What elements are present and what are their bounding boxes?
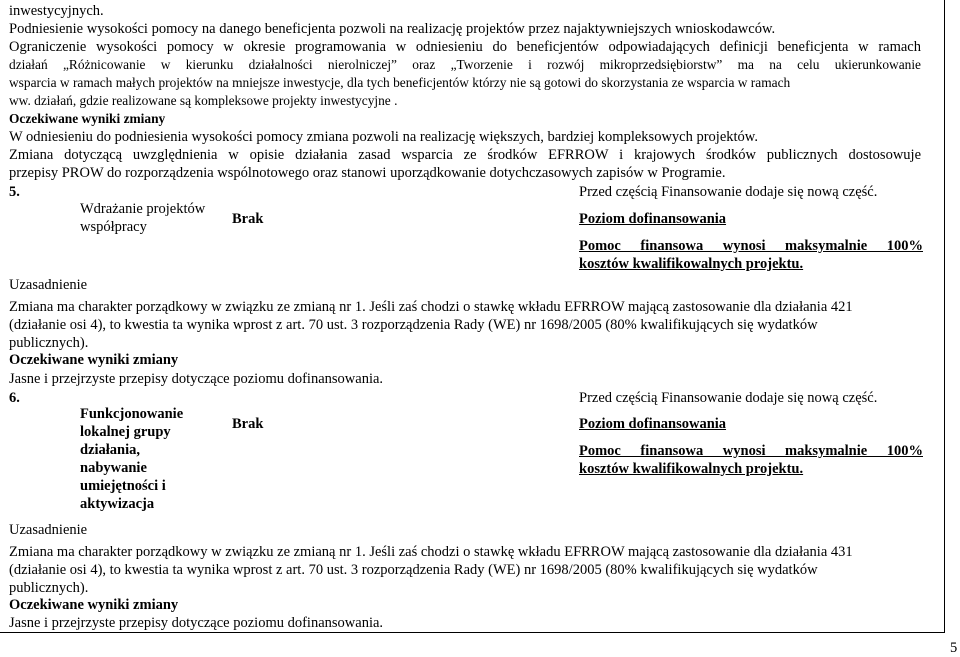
item5-justification-line-3: publicznych). xyxy=(9,335,89,351)
intro-line-7: W odniesieniu do podniesienia wysokości pomocy zmiana pozwoli na realizację większych, bardziej kompleksowych projektów. xyxy=(9,129,758,145)
item6-title-line-4: nabywanie xyxy=(80,460,147,476)
item5-number: 5. xyxy=(9,184,20,200)
item6-number: 6. xyxy=(9,390,20,406)
item6-change-line-1: Pomoc finansowa wynosi maksymalnie 100% xyxy=(579,443,923,459)
intro-line-2: Podniesienie wysokości pomocy na danego beneficjenta pozwoli na realizację projektów przez najaktywniejszych wnioskodawców. xyxy=(9,21,776,37)
item6-change-heading: Poziom dofinansowania xyxy=(579,416,727,432)
item5-justification-heading: Uzasadnienie xyxy=(9,277,88,293)
intro-line-8: Zmiana dotyczącą uwzględnienia w opisie działania zasad wsparcia ze środków EFRROW i krajowych środków publicznych dostosowuje xyxy=(9,147,921,163)
intro-line-3: Ograniczenie wysokości pomocy w okresie programowania w odniesieniu do beneficjentów odpowiadających definicji beneficjenta w ramach xyxy=(9,39,921,55)
intro-line-6: ww. działań, gdzie realizowane są kompleksowe projekty inwestycyjne . xyxy=(9,93,398,108)
item5-results-heading: Oczekiwane wyniki zmiany xyxy=(9,352,179,368)
intro-line-1: inwestycyjnych. xyxy=(9,3,104,19)
item5-change-intro: Przed częścią Finansowanie dodaje się nową część. xyxy=(579,184,878,200)
item5-justification-line-1: Zmiana ma charakter porządkowy w związku ze zmianą nr 1. Jeśli zaś chodzi o stawkę wkładu EFRROW mającą zastosowanie dla działania 421 xyxy=(9,299,853,315)
intro-line-4: działań „Różnicowanie w kierunku działalności nierolniczej” oraz „Tworzenie i rozwój mikroprzedsiębiorstw” ma na celu ukierunkowanie xyxy=(9,57,921,72)
item5-title-line-2: współpracy xyxy=(80,219,147,235)
item5-results-text: Jasne i przejrzyste przepisy dotyczące poziomu dofinansowania. xyxy=(9,371,384,387)
item6-results-text: Jasne i przejrzyste przepisy dotyczące poziomu dofinansowania. xyxy=(9,615,384,631)
item6-current-text: Brak xyxy=(232,416,264,432)
item5-current-text: Brak xyxy=(232,211,264,227)
item6-change-intro: Przed częścią Finansowanie dodaje się nową część. xyxy=(579,390,878,406)
item5-change-heading: Poziom dofinansowania xyxy=(579,211,727,227)
item5-justification-line-2: (działanie osi 4), to kwestia ta wynika wprost z art. 70 ust. 3 rozporządzenia Rady (WE) nr 1698/2005 (80% kwalifikujących się wydatków xyxy=(9,317,818,333)
item6-title-line-6: aktywizacja xyxy=(80,496,155,512)
item6-justification-heading: Uzasadnienie xyxy=(9,522,88,538)
item6-justification-line-2: (działanie osi 4), to kwestia ta wynika wprost z art. 70 ust. 3 rozporządzenia Rady (WE) nr 1698/2005 (80% kwalifikujących się wydatków xyxy=(9,562,818,578)
item6-change-line-2: kosztów kwalifikowalnych projektu. xyxy=(579,461,804,477)
intro-line-5: wsparcia w ramach małych projektów na mniejsze inwestycje, dla tych beneficjentów którzy nie są gotowi do skorzystania ze wsparcia w ramach xyxy=(9,75,791,90)
item6-justification-line-3: publicznych). xyxy=(9,580,89,596)
intro-line-9: przepisy PROW do rozporządzenia wspólnotowego oraz stanowi uporządkowanie dotychczasowych zapisów w Programie. xyxy=(9,165,726,181)
page-number: 5 xyxy=(950,640,958,656)
item5-change-line-2: kosztów kwalifikowalnych projektu. xyxy=(579,256,804,272)
item6-title-line-1: Funkcjonowanie xyxy=(80,406,184,422)
intro-results-heading: Oczekiwane wyniki zmiany xyxy=(9,111,166,126)
item5-title-line-1: Wdrażanie projektów xyxy=(80,201,206,217)
item6-title-line-3: działania, xyxy=(80,442,141,458)
item6-title-line-2: lokalnej grupy xyxy=(80,424,171,440)
item6-title-line-5: umiejętności i xyxy=(80,478,166,494)
item6-results-heading: Oczekiwane wyniki zmiany xyxy=(9,597,179,613)
item6-justification-line-1: Zmiana ma charakter porządkowy w związku ze zmianą nr 1. Jeśli zaś chodzi o stawkę wkładu EFRROW mającą zastosowanie dla działania 431 xyxy=(9,544,853,560)
item5-change-line-1: Pomoc finansowa wynosi maksymalnie 100% xyxy=(579,238,923,254)
